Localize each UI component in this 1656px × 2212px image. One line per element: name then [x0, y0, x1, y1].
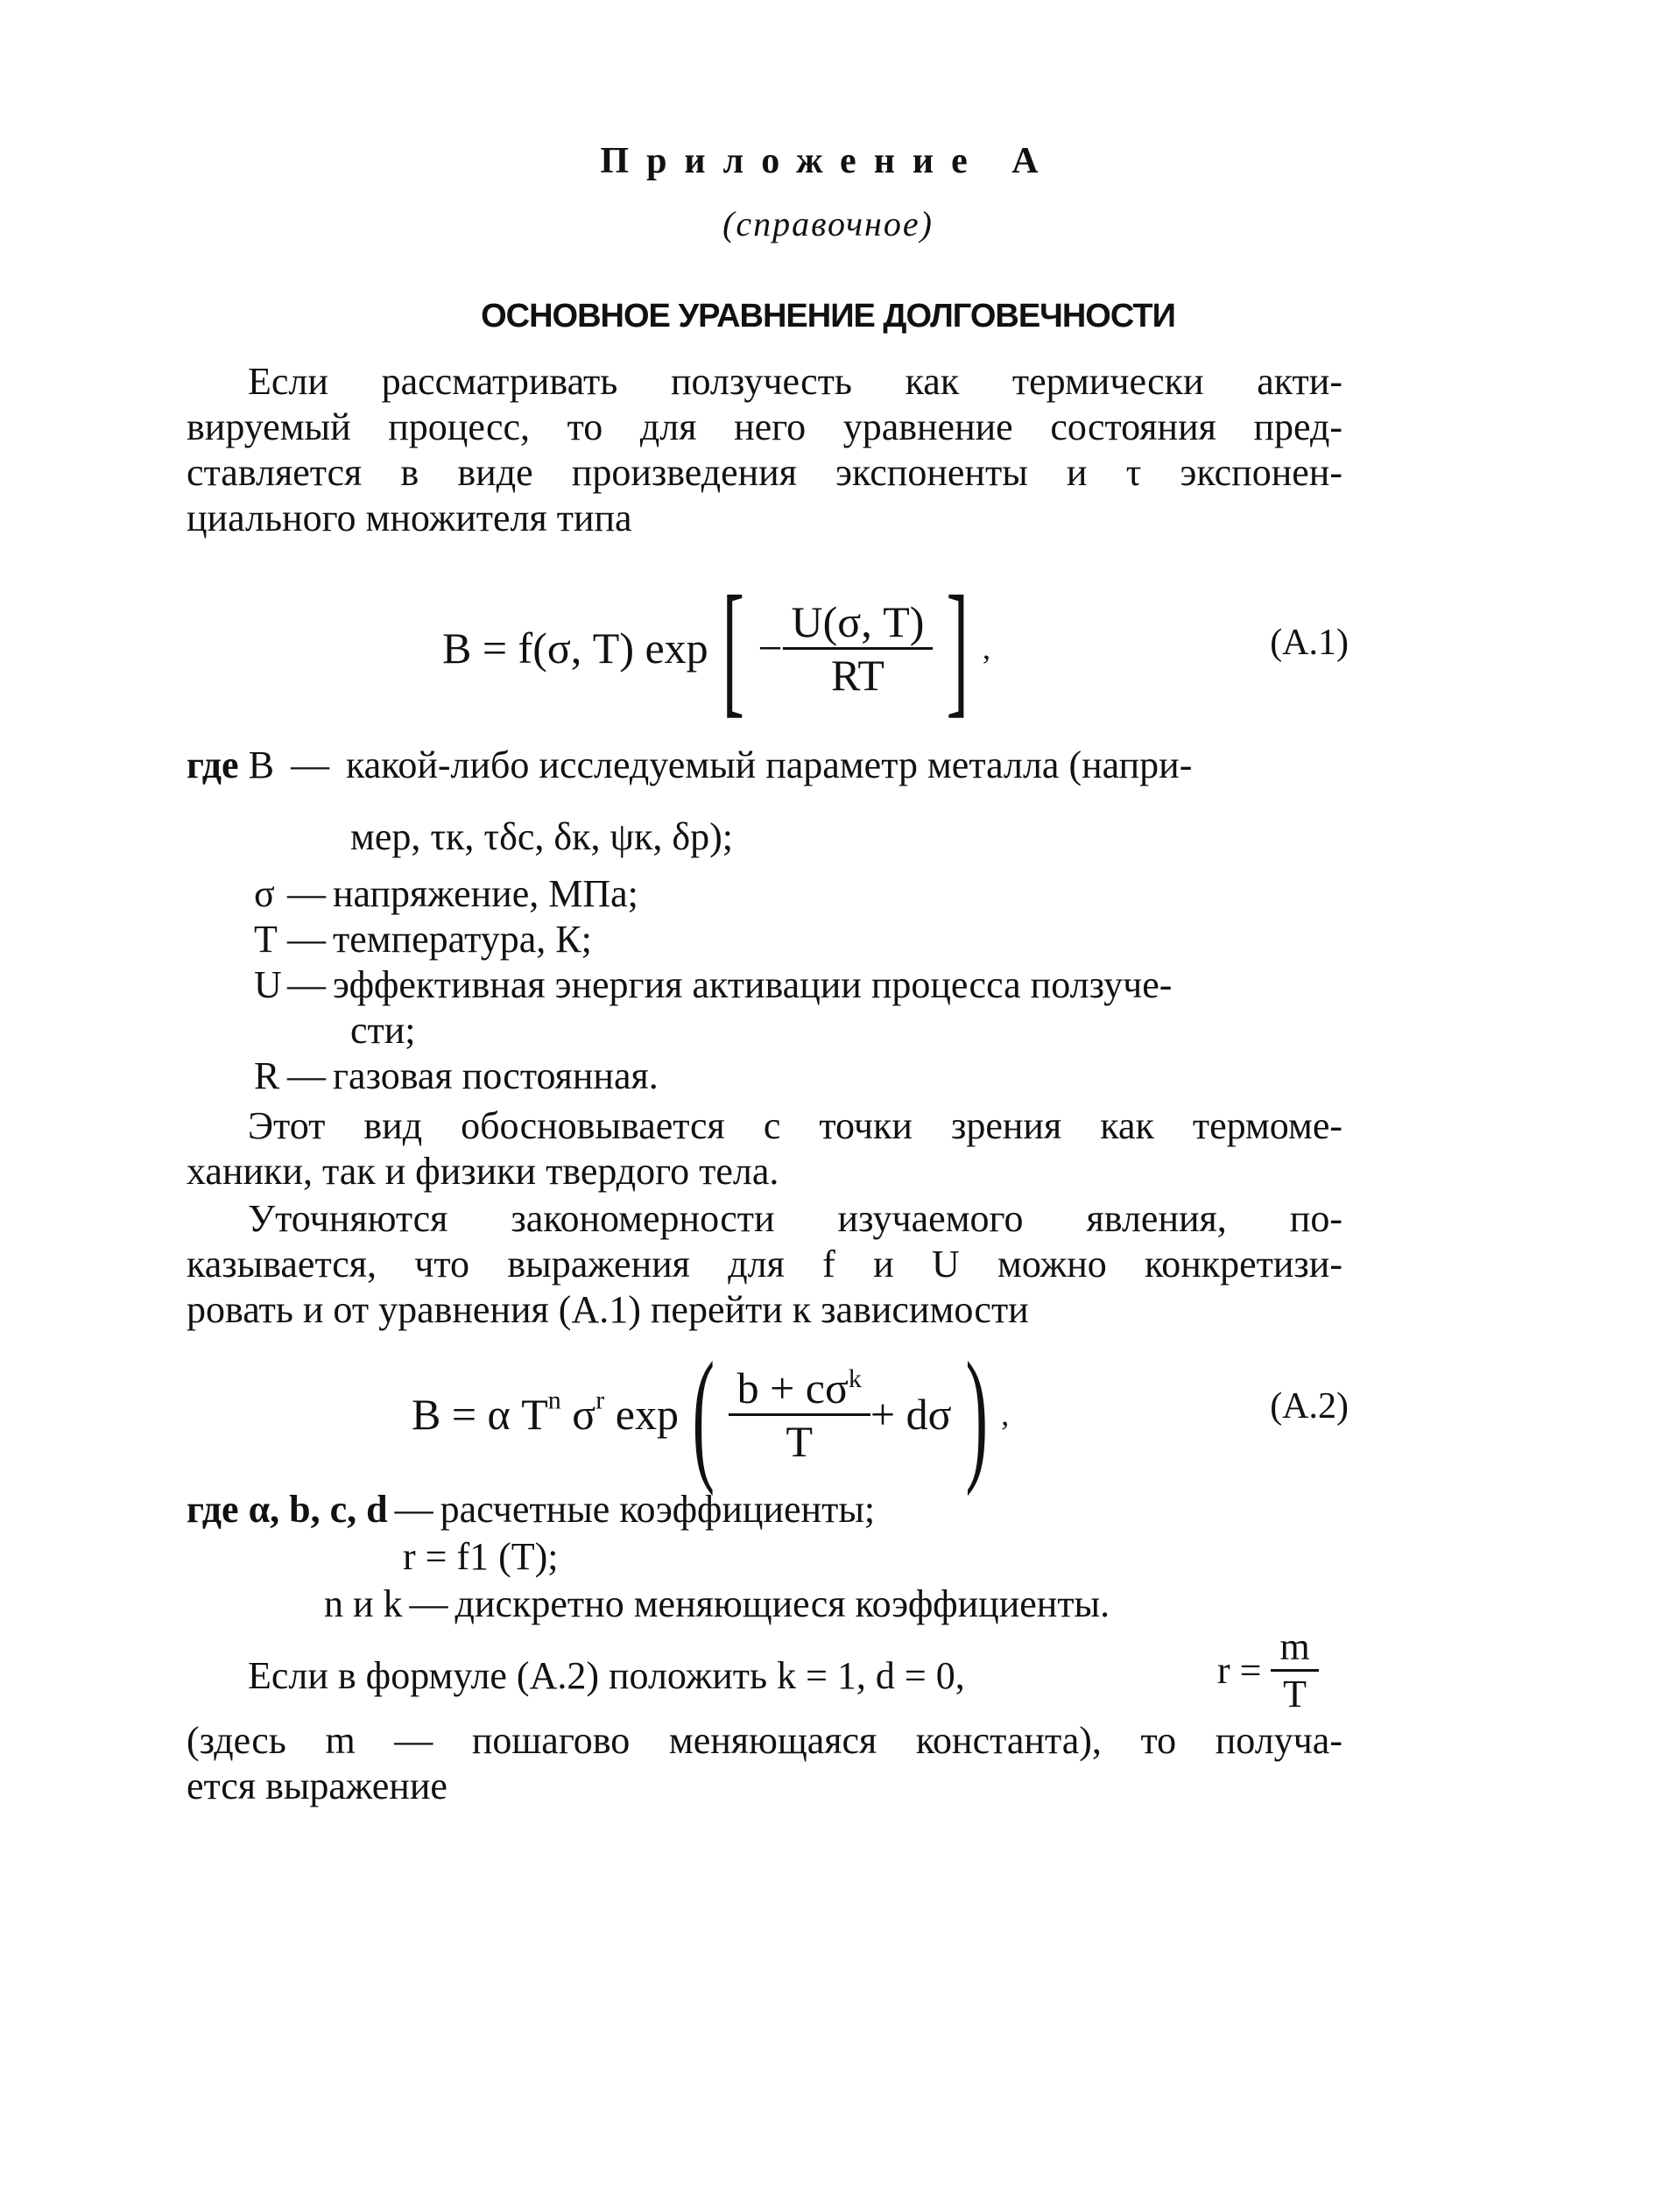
defs2-line3-symbols: n и k [324, 1582, 403, 1625]
defs1-r-text: газовая постоянная. [333, 1054, 659, 1097]
eq2-numerator [729, 1363, 870, 1416]
para3-line1: Уточняются закономерности изучаемого явления, по- [248, 1197, 1342, 1240]
eq1-lhs: B = f(σ, T) exp [442, 623, 708, 673]
defs2-line1-text: расчетные коэффициенты; [440, 1488, 876, 1531]
eq2-power-r: r [595, 1385, 605, 1415]
eq1-minus: − [758, 623, 783, 673]
defs2-line3-dash: — [409, 1582, 448, 1625]
eq1-denominator: RT [831, 650, 884, 700]
defs1-r-dash: — [287, 1054, 326, 1097]
defs1-b-row2 [350, 814, 733, 859]
defs1-dash: — [290, 743, 329, 786]
defs2-line1 [187, 1487, 875, 1532]
para2-line1: Этот вид обосновывается с точки зрения как термоме- [248, 1104, 1342, 1147]
defs2-line2-symbols: r = [403, 1535, 447, 1578]
eq1-label: (А.1) [1270, 623, 1349, 663]
defs1-t-symbol: T [254, 918, 278, 961]
eq2-tail: + dσ [870, 1390, 952, 1439]
defs1-sigma-symbol: σ [254, 872, 275, 915]
eq1-left-bracket: [ [722, 566, 744, 730]
defs2-line1-dash: — [394, 1488, 433, 1531]
eq2-lhs: B = α T [412, 1390, 548, 1439]
para3-line2: казывается, что выражения для f и U можно конкретизи- [187, 1243, 1342, 1286]
appendix-subtitle: (справочное) [722, 204, 934, 243]
para4-frac-den: T [1283, 1673, 1307, 1715]
defs1-sigma-dash: — [287, 872, 326, 915]
defs1-u-text1: эффективная энергия активации процесса ползуче- [333, 963, 1173, 1006]
defs1-t-dash: — [287, 918, 326, 961]
eq2-num-text: b + cσ [736, 1363, 849, 1412]
para2-line2: ханики, так и физики твердого тела. [187, 1150, 779, 1193]
defs1-u-row [254, 962, 1172, 1007]
defs2-line3 [324, 1582, 1110, 1626]
para4-frac-num: m [1271, 1624, 1318, 1672]
para3-line3: ровать и от уравнения (А.1) перейти к зависимости [187, 1288, 1029, 1331]
defs1-b-text2-items: τк, τδс, δк, ψк, δр); [430, 815, 734, 858]
para1-line2: вируемый процесс, то для него уравнение состояния пред- [187, 405, 1342, 448]
eq2-power-k: k [848, 1363, 862, 1393]
para1-line1: Если рассматривать ползучесть как термически акти- [248, 360, 1342, 403]
equation-a2 [412, 1332, 1010, 1497]
defs1-r-row [254, 1053, 659, 1098]
eq2-comma: , [1001, 1397, 1010, 1432]
defs1-u-symbol: U [254, 963, 282, 1006]
appendix-title: Приложение А [600, 141, 1056, 181]
defs1-t-text: температура, К; [333, 918, 592, 961]
eq1-numerator: U(σ, T) [783, 596, 934, 650]
eq2-fraction [729, 1363, 870, 1467]
eq2-left-paren: ( [692, 1332, 715, 1497]
defs2-line3-text: дискретно меняющиеся коэффициенты. [455, 1582, 1110, 1625]
eq2-right-paren: ) [965, 1332, 988, 1497]
para4-line1: Если в формуле (А.2) положить k = 1, d = 0, [248, 1654, 965, 1697]
eq2-label: (А.2) [1270, 1386, 1349, 1427]
eq1-comma: , [983, 630, 991, 666]
para1-line3: ставляется в виде произведения экспоненты и τ экспонен- [187, 451, 1342, 494]
para4-line3: ется выражение [187, 1765, 447, 1807]
defs2-line2 [403, 1534, 559, 1579]
eq1-fraction [783, 596, 934, 701]
defs1-sigma-row [254, 871, 638, 916]
para4-fraction [1271, 1624, 1318, 1716]
para4-r-eq: r = [1217, 1649, 1262, 1692]
defs1-b-text1: какой-либо исследуемый параметр металла (напри- [345, 743, 1193, 786]
defs1-b-text2-prefix: мер, [350, 815, 421, 858]
eq2-power-n: n [547, 1385, 561, 1415]
para4-r-fraction [1217, 1624, 1319, 1716]
para4-line2: (здесь m — пошагово меняющаяся константа), то получа- [187, 1719, 1342, 1762]
eq2-exp: exp [615, 1390, 679, 1439]
defs1-t-row [254, 917, 592, 962]
defs1-b-symbol: B [248, 743, 274, 786]
defs1-where: где [187, 743, 239, 786]
defs1-sigma-text: напряжение, МПа; [333, 872, 638, 915]
defs1-u-text2: сти; [350, 1009, 416, 1052]
eq1-right-bracket: ] [946, 566, 969, 730]
defs1-r-symbol: R [254, 1054, 280, 1097]
defs1-u-dash: — [287, 963, 326, 1006]
eq2-denominator: T [786, 1416, 814, 1466]
equation-a1 [442, 566, 991, 730]
eq2-sigma: σ [572, 1390, 596, 1439]
section-heading: ОСНОВНОЕ УРАВНЕНИЕ ДОЛГОВЕЧНОСТИ [481, 298, 1175, 335]
para1-line4: циального множителя типа [187, 497, 632, 539]
defs2-line2-text: f1 (T); [456, 1535, 559, 1578]
defs1-b-row [187, 743, 1192, 787]
defs2-line1-symbols: где α, b, c, d [187, 1488, 388, 1531]
